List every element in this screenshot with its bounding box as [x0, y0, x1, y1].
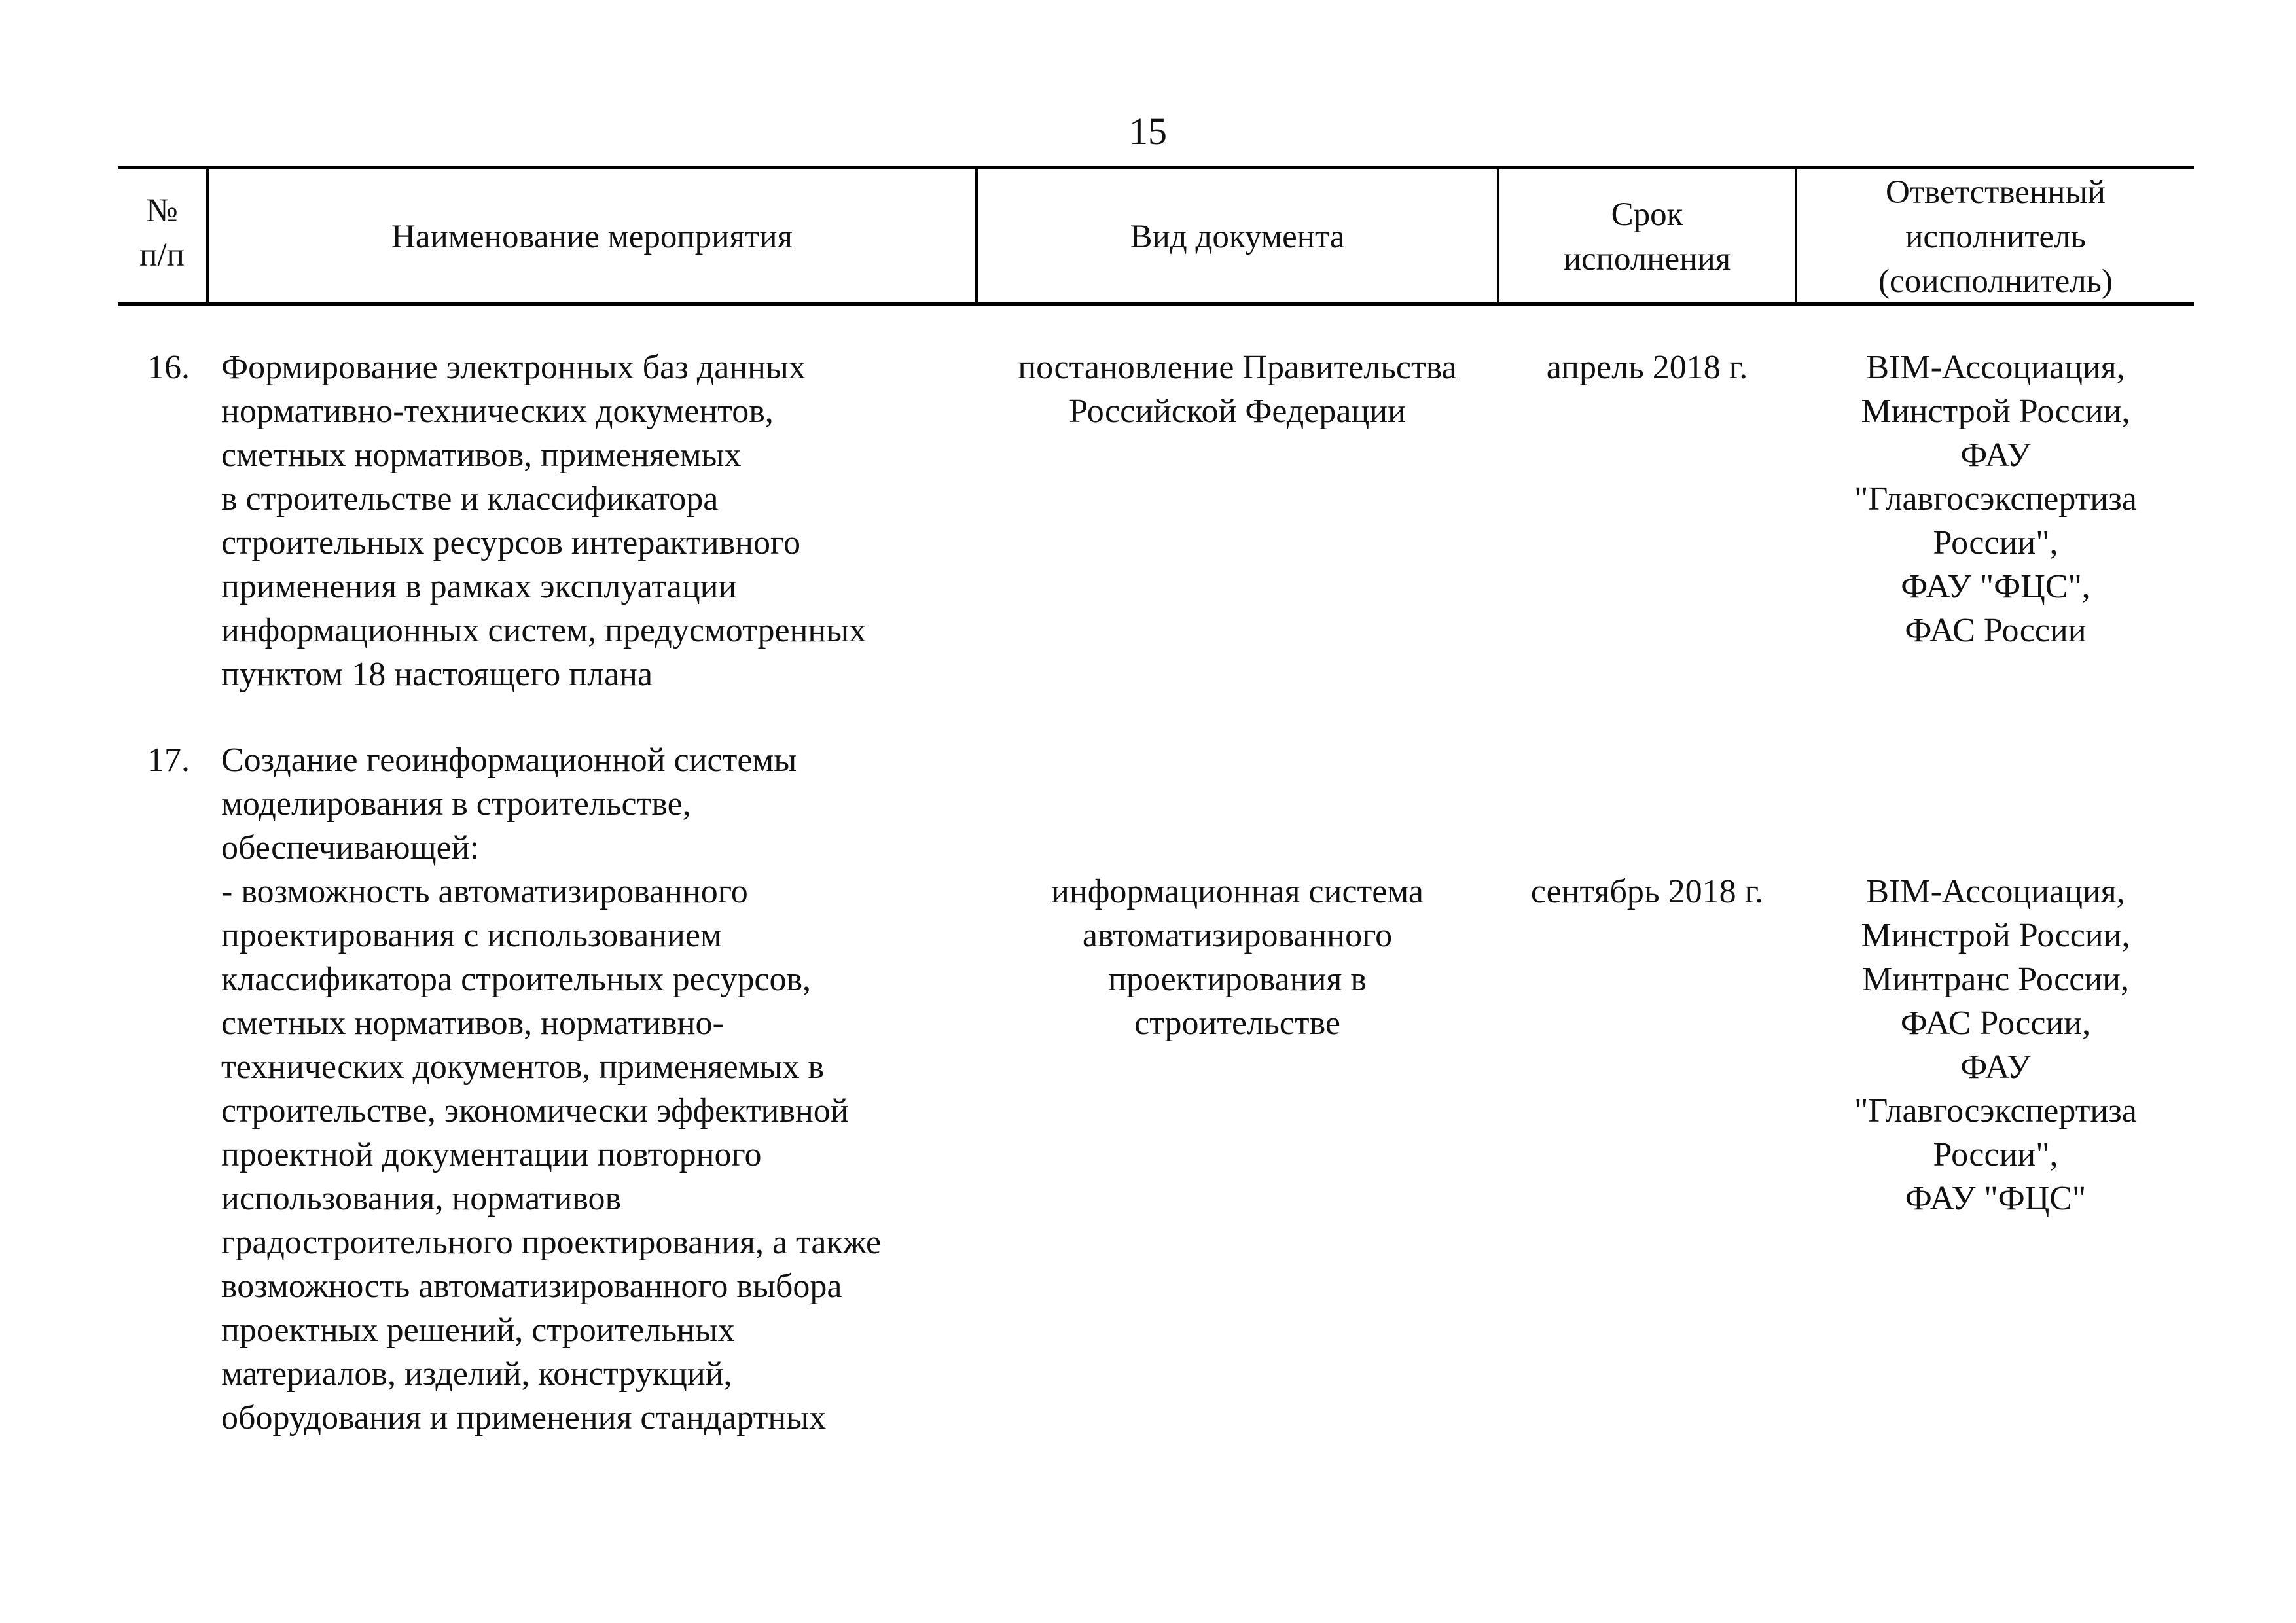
row-17-name-line: градостроительного проектирования, а также: [221, 1224, 882, 1261]
row-17-name-line: проектирования с использованием: [221, 917, 722, 954]
row-17-name-line: проектных решений, строительных: [221, 1311, 735, 1349]
row-16-activity-name: Формирование электронных баз данных нормативно-технических документов, сметных нормативов, применяемых в строительстве и классификатора строительных ресурсов интерактивного применения в рамках эксплуатации информационных систем, предусмотренных пунктом 18 настоящего плана: [221, 349, 867, 693]
row-16-document-type: постановление Правительства Российской Федерации: [1018, 349, 1457, 430]
table-top-rule: [118, 166, 2194, 169]
row-17-deadline: сентябрь 2018 г.: [1530, 873, 1764, 910]
row-17-responsible: BIM-Ассоциация, Минстрой России, Минтранс России, ФАС России, ФАУ "Главгосэкспертиза России", ФАУ "ФЦС": [1854, 873, 2137, 1217]
row-17-name-line: возможность автоматизированного выбора: [221, 1268, 842, 1305]
header-responsible: Ответственный исполнитель (соисполнитель): [1878, 174, 2113, 300]
header-document-type: Вид документа: [1130, 219, 1345, 255]
row-16-number: 16.: [147, 349, 190, 386]
row-16-deadline: апрель 2018 г.: [1546, 349, 1748, 386]
page-number: 15: [1129, 110, 1167, 152]
row-16-responsible: BIM-Ассоциация, Минстрой России, ФАУ "Главгосэкспертиза России", ФАУ "ФЦС", ФАС России: [1854, 349, 2137, 649]
row-17-name-line: технических документов, применяемых в: [221, 1048, 825, 1086]
header-deadline: Срок исполнения: [1563, 196, 1731, 277]
row-17-name-line: проектной документации повторного: [221, 1136, 762, 1173]
row-17-number: 17.: [147, 741, 190, 779]
row-17-name-line: сметных нормативов, нормативно-: [221, 1005, 724, 1042]
row-17-name-line: материалов, изделий, конструкций,: [221, 1355, 732, 1393]
row-17-name-line: строительстве, экономически эффективной: [221, 1092, 849, 1130]
header-activity-name: Наименование мероприятия: [391, 219, 793, 255]
row-17-activity-name: [221, 738, 962, 1440]
row-17-name-line: использования, нормативов: [221, 1180, 622, 1217]
row-17-name-line: - возможность автоматизированного: [221, 873, 748, 910]
header-number: № п/п: [139, 192, 185, 274]
row-17-name-line: обеспечивающей:: [221, 829, 480, 866]
row-17-name-line: классификатора строительных ресурсов,: [221, 961, 812, 998]
row-17-name-line: моделирования в строительстве,: [221, 785, 691, 823]
row-17-document-type: информационная система автоматизированного проектирования в строительстве: [1051, 873, 1424, 1042]
row-17-name-line: оборудования и применения стандартных: [221, 1399, 827, 1436]
row-17-name-line: Создание геоинформационной системы: [221, 741, 797, 779]
